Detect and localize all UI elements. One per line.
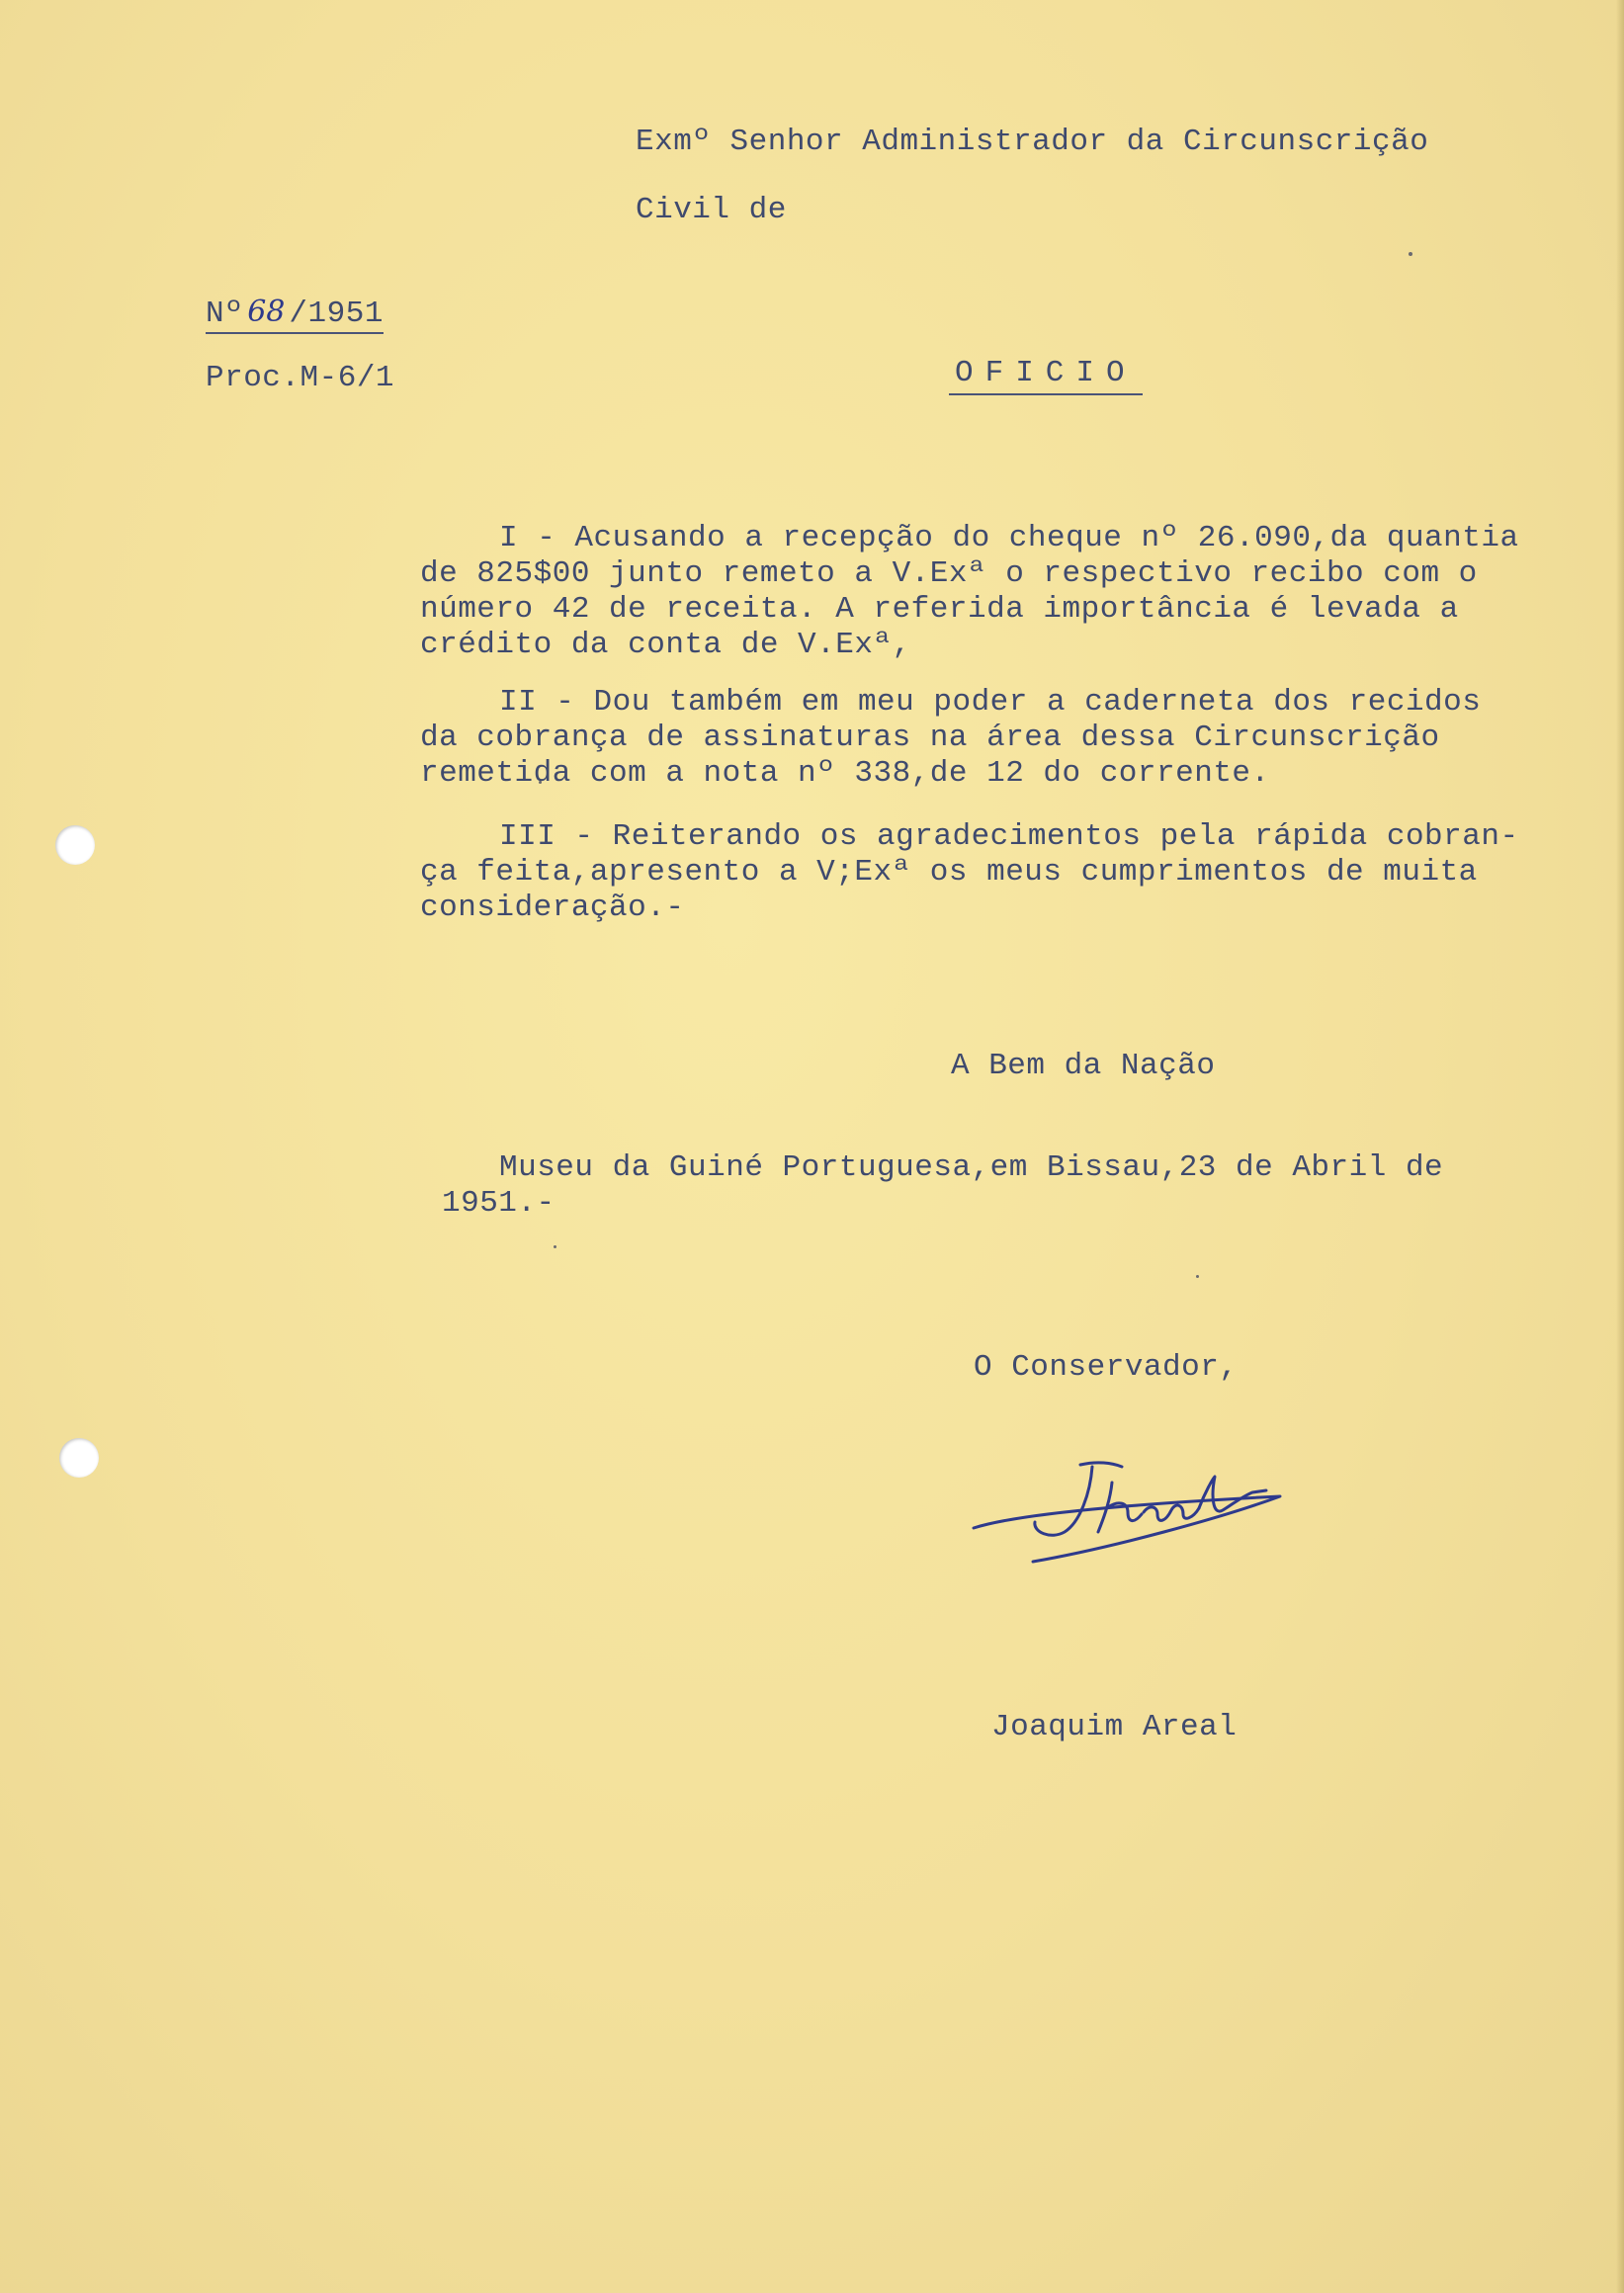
handwritten-signature [964,1453,1300,1581]
paragraph-2-line-3: remetida com a nota nº 338,de 12 do corrente. [420,756,1270,791]
paragraph-2-line-2: da cobrança de assinaturas na área dessa Circunscrição [420,721,1440,755]
paper-speck [1409,252,1412,256]
paragraph-1-line-2: de 825$00 junto remeto a V.Exª o respectivo recibo com o [420,556,1478,591]
document-title: OFICIO [949,356,1143,395]
place-date-line-1: Museu da Guiné Portuguesa,em Bissau,23 de Abril de [499,1150,1444,1185]
addressee-line-2: Civil de [636,193,787,227]
punch-hole-top [55,825,95,865]
paragraph-3-line-1: III - Reiterando os agradecimentos pela rápida cobran- [499,819,1519,854]
paragraph-1-line-1: I - Acusando a recepção do cheque nº 26.090,da quantia [499,521,1519,555]
number-label: Nº [206,297,244,331]
signatory-name: Joaquim Areal [991,1710,1238,1744]
handwritten-number: 68 [247,295,286,329]
paper-speck [554,1245,556,1248]
signatory-role: O Conservador, [974,1350,1239,1385]
paragraph-1-line-4: crédito da conta de V.Exª, [420,628,911,662]
paragraph-3-line-3: consideração.- [420,891,685,925]
paragraph-1-line-3: número 42 de receita. A referida importância é levada a [420,592,1459,627]
punch-hole-bottom [59,1438,99,1478]
salutation: A Bem da Nação [951,1049,1216,1083]
addressee-line-1: Exmº Senhor Administrador da Circunscrição [636,125,1429,159]
paragraph-3-line-2: ça feita,apresento a V;Exª os meus cumprimentos de muita [420,855,1478,890]
reference-year: /1951 [289,297,384,331]
paragraph-2-line-1: II - Dou também em meu poder a caderneta dos recidos [499,685,1482,720]
reference-number [206,295,384,334]
process-number: Proc.M-6/1 [206,361,395,395]
place-date-line-2: 1951.- [442,1186,556,1221]
paper-speck [1196,1275,1199,1278]
